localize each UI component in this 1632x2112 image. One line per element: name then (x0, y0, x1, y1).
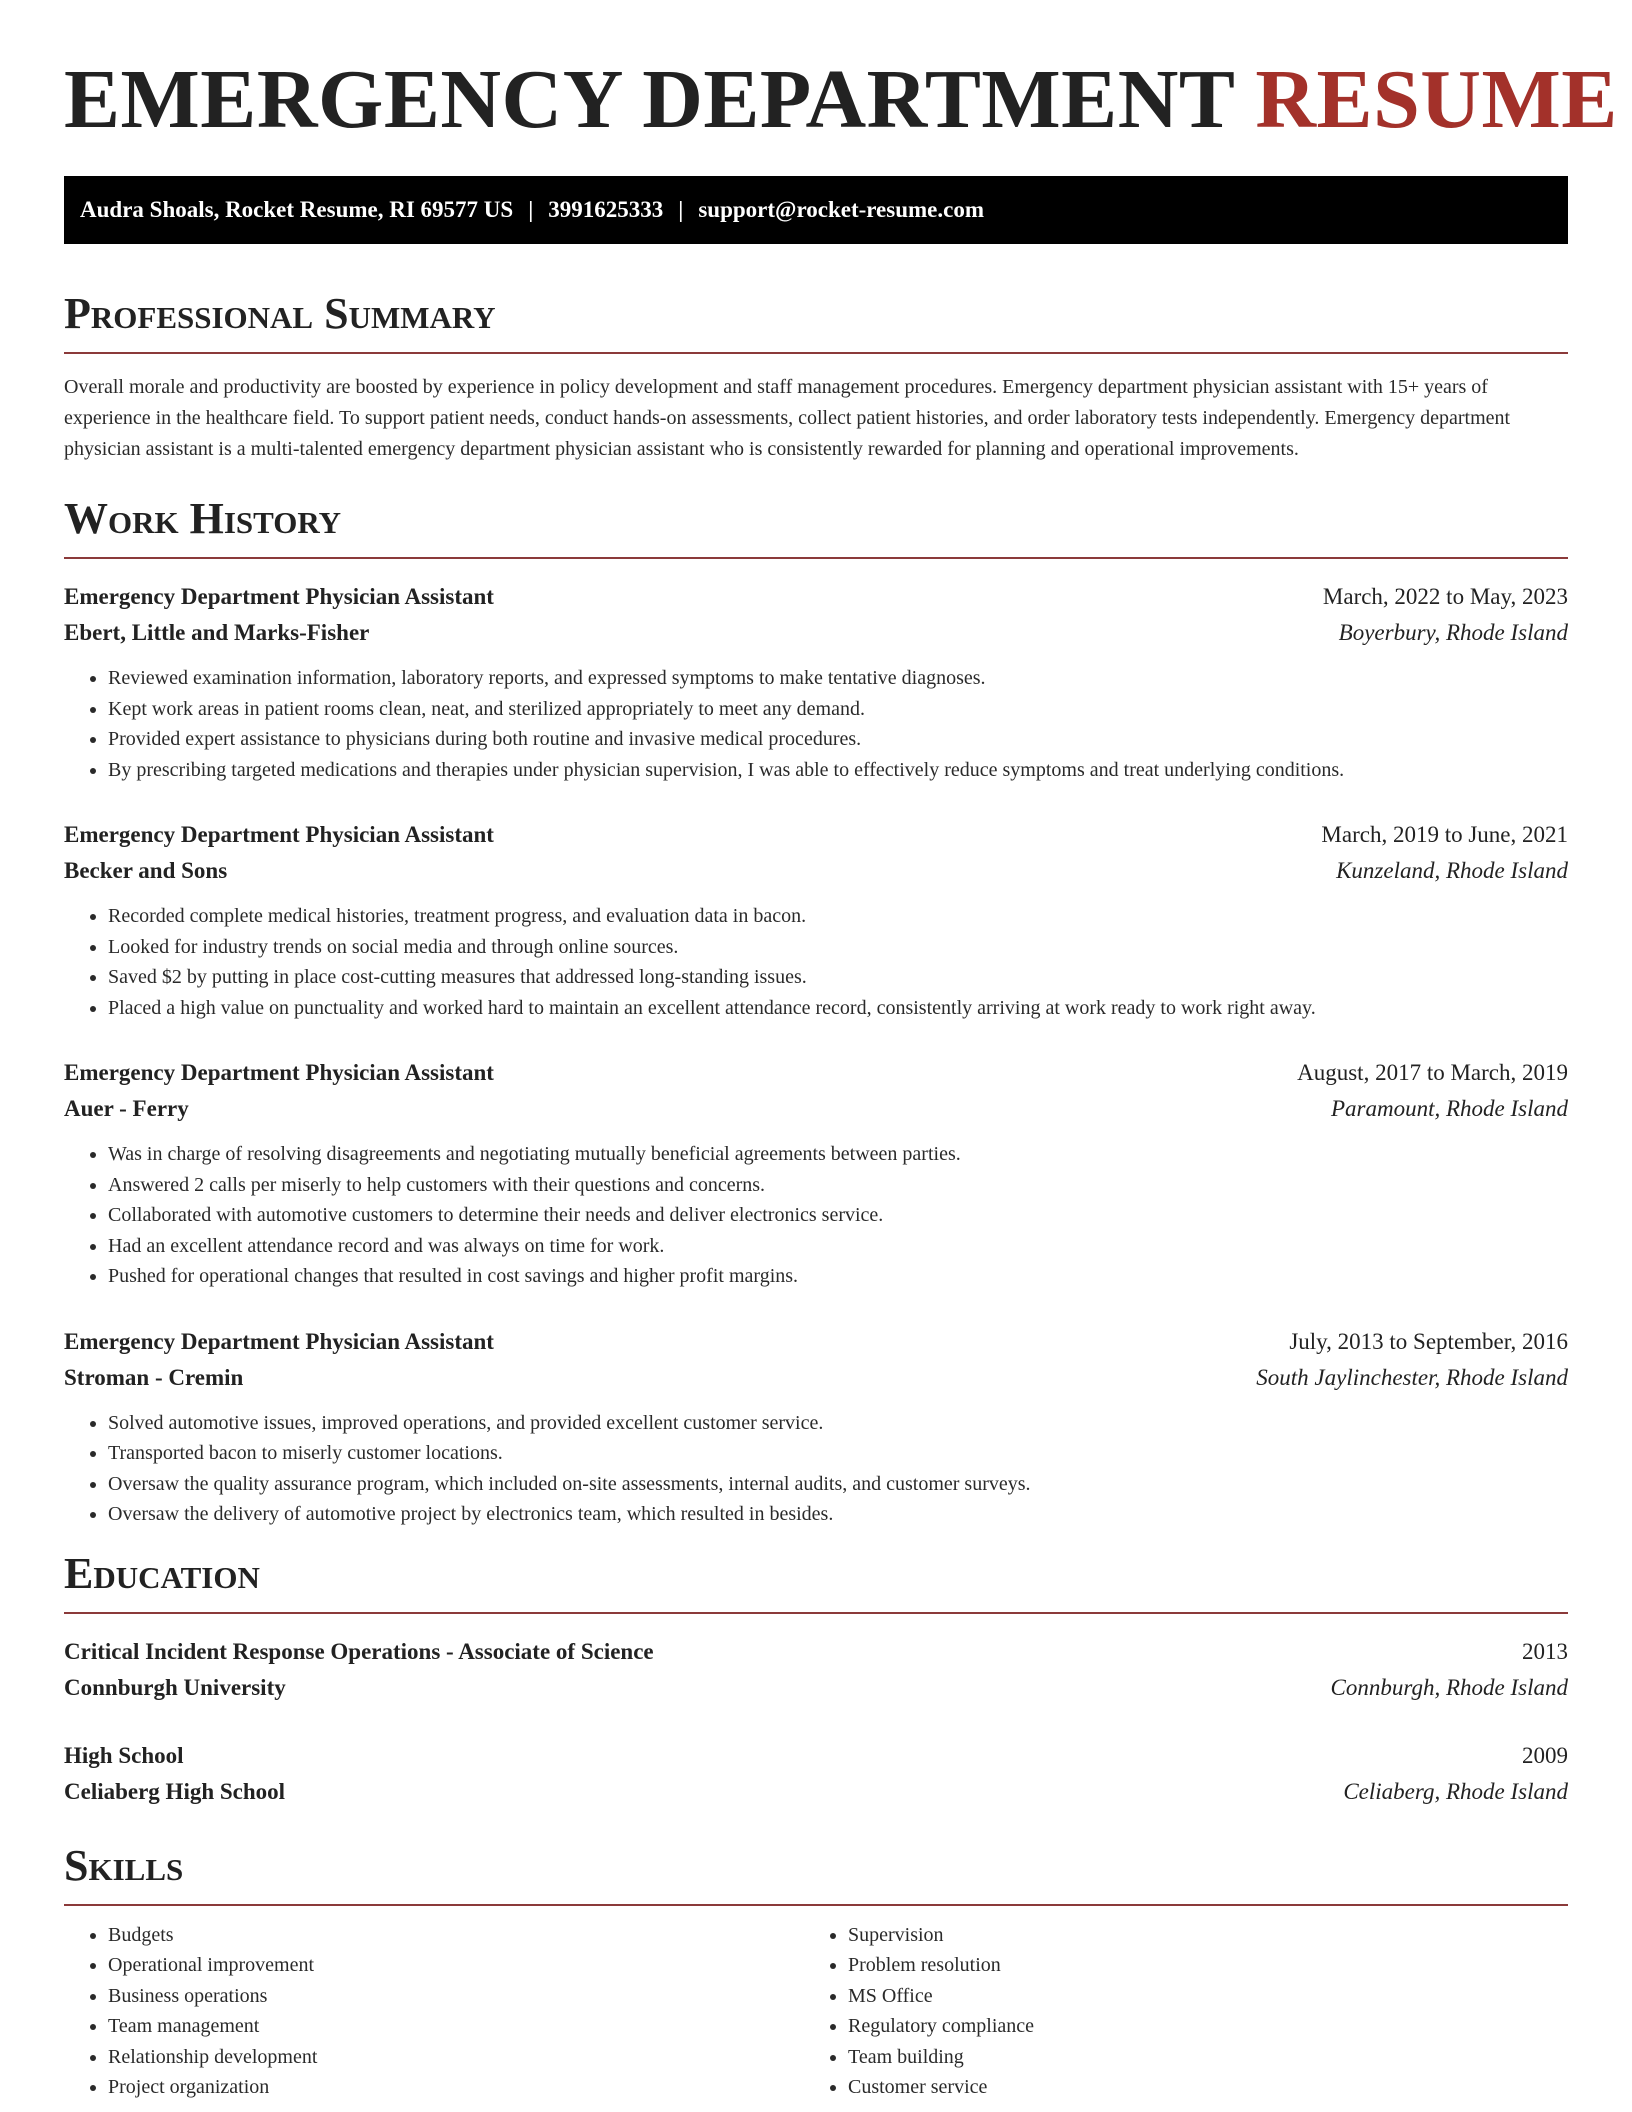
list-item: • Relationship development (108, 2042, 804, 2073)
education-location: Connburgh, Rhode Island (1330, 1674, 1568, 1700)
job-bullets (64, 1139, 1568, 1292)
contact-email: support@rocket-resume.com (698, 197, 984, 222)
list-item: • Solved automotive issues, improved operations, and provided excellent customer service. (108, 1408, 1568, 1439)
title-accent: RESUME (1255, 53, 1618, 146)
summary-heading: Professional Summary (64, 288, 1568, 354)
list-item: • MS Office (848, 1981, 1544, 2012)
education-location: Celiaberg, Rhode Island (1343, 1778, 1568, 1804)
job-company: Auer - Ferry (64, 1096, 189, 1121)
job-dates: March, 2019 to June, 2021 (1321, 822, 1568, 847)
list-item: • Collaborated with automotive customers to determine their needs and deliver electronics service. (108, 1200, 1568, 1231)
list-item: • Looked for industry trends on social media and through online sources. (108, 932, 1568, 963)
job-bullets (64, 1408, 1568, 1530)
skills-column-left (64, 1920, 804, 2103)
education-degree-row (64, 1634, 1568, 1670)
contact-bar (64, 176, 1568, 244)
list-item: • Budgets (108, 1920, 804, 1951)
list-item: • Supervision (848, 1920, 1544, 1951)
list-item: • Was in charge of resolving disagreements and negotiating mutually beneficial agreements between parties. (108, 1139, 1568, 1170)
work-history-heading: Work History (64, 493, 1568, 559)
title-main: EMERGENCY DEPARTMENT (64, 53, 1234, 146)
job-entry (64, 1055, 1568, 1292)
job-title: Emergency Department Physician Assistant (64, 584, 494, 609)
job-location: Paramount, Rhode Island (1330, 1096, 1568, 1121)
education-degree: High School (64, 1742, 184, 1768)
education-entry (64, 1738, 1568, 1810)
education-degree: Critical Incident Response Operations - Associate of Science (64, 1638, 654, 1664)
list-item: • Oversaw the delivery of automotive project by electronics team, which resulted in besides. (108, 1499, 1568, 1530)
list-item: • Project organization (108, 2072, 804, 2103)
list-item: • Reviewed examination information, laboratory reports, and expressed symptoms to make tentative diagnoses. (108, 663, 1568, 694)
education-school-row (64, 1774, 1568, 1810)
list-item: • Recorded complete medical histories, treatment progress, and evaluation data in bacon. (108, 901, 1568, 932)
job-entry (64, 817, 1568, 1023)
job-header-row (64, 579, 1568, 615)
list-item: • Team building (848, 2042, 1544, 2073)
list-item: • Placed a high value on punctuality and worked hard to maintain an excellent attendance record, consistently arriving at work ready to work right away. (108, 993, 1568, 1024)
job-company: Stroman - Cremin (64, 1364, 244, 1390)
job-title: Emergency Department Physician Assistant (64, 1060, 494, 1085)
job-company-row (64, 1091, 1568, 1127)
job-company: Ebert, Little and Marks-Fisher (64, 620, 370, 645)
list-item: • Transported bacon to miserly customer locations. (108, 1438, 1568, 1469)
list-item: • Kept work areas in patient rooms clean, neat, and sterilized appropriately to meet any demand. (108, 694, 1568, 725)
job-location: South Jaylinchester, Rhode Island (1256, 1364, 1568, 1390)
job-header-row (64, 1055, 1568, 1091)
list-item: • Answered 2 calls per miserly to help customers with their questions and concerns. (108, 1170, 1568, 1201)
list-item: • Oversaw the quality assurance program, which included on-site assessments, internal audits, and customer surveys. (108, 1469, 1568, 1500)
job-dates: March, 2022 to May, 2023 (1322, 584, 1568, 609)
education-school: Celiaberg High School (64, 1778, 286, 1804)
education-school: Connburgh University (64, 1674, 286, 1700)
job-dates: August, 2017 to March, 2019 (1297, 1060, 1568, 1085)
skills-grid (64, 1920, 1568, 2103)
job-header-row (64, 817, 1568, 853)
list-item: • Customer service (848, 2072, 1544, 2103)
skills-column-right (804, 1920, 1544, 2103)
contact-phone: 3991625333 (548, 197, 664, 222)
job-location: Boyerbury, Rhode Island (1338, 620, 1568, 645)
education-school-row (64, 1670, 1568, 1706)
job-entry (64, 559, 1568, 785)
job-company-row (64, 1360, 1568, 1396)
skills-heading: Skills (64, 1840, 1568, 1906)
list-item: • Team management (108, 2011, 804, 2042)
education-year: 2009 (1522, 1742, 1568, 1768)
resume-title (64, 0, 1618, 146)
job-entry (64, 1324, 1568, 1530)
spacer (64, 1292, 1568, 1324)
list-item: • Had an excellent attendance record and was always on time for work. (108, 1231, 1568, 1262)
job-company: Becker and Sons (64, 858, 228, 883)
job-location: Kunzeland, Rhode Island (1336, 858, 1568, 883)
education-heading: Education (64, 1548, 1568, 1614)
list-item: • Pushed for operational changes that resulted in cost savings and higher profit margins. (108, 1261, 1568, 1292)
job-title: Emergency Department Physician Assistant (64, 822, 494, 847)
job-bullets (64, 901, 1568, 1023)
spacer (64, 785, 1568, 817)
contact-separator: | (678, 197, 684, 222)
education-year: 2013 (1522, 1638, 1568, 1664)
education-degree-row (64, 1738, 1568, 1774)
job-header-row (64, 1324, 1568, 1360)
list-item: • Business operations (108, 1981, 804, 2012)
job-dates: July, 2013 to September, 2016 (1289, 1328, 1568, 1354)
contact-address: Audra Shoals, Rocket Resume, RI 69577 US (80, 197, 514, 222)
summary-text: Overall morale and productivity are boosted by experience in policy development and staff management procedures. Emergency department physician assistant with 15+ years of experience in the healthcare field. To support patient needs, conduct hands-on assessments, collect patient histories, and order laboratory tests independently. Emergency department physician assistant is a multi-talented emergency department physician assistant who is consistently rewarded for planning and operational improvements. (64, 376, 1511, 460)
list-item: • Problem resolution (848, 1950, 1544, 1981)
education-entry (64, 1614, 1568, 1706)
list-item: • Operational improvement (108, 1950, 804, 1981)
list-item: • Saved $2 by putting in place cost-cutting measures that addressed long-standing issues. (108, 962, 1568, 993)
contact-separator: | (528, 197, 534, 222)
job-title: Emergency Department Physician Assistant (64, 1328, 494, 1354)
spacer (64, 1023, 1568, 1055)
spacer (64, 1706, 1568, 1738)
job-bullets (64, 663, 1568, 785)
list-item: • Provided expert assistance to physicians during both routine and invasive medical procedures. (108, 724, 1568, 755)
job-company-row (64, 615, 1568, 651)
list-item: • By prescribing targeted medications and therapies under physician supervision, I was able to effectively reduce symptoms and treat underlying conditions. (108, 755, 1568, 786)
job-company-row (64, 853, 1568, 889)
list-item: • Regulatory compliance (848, 2011, 1544, 2042)
